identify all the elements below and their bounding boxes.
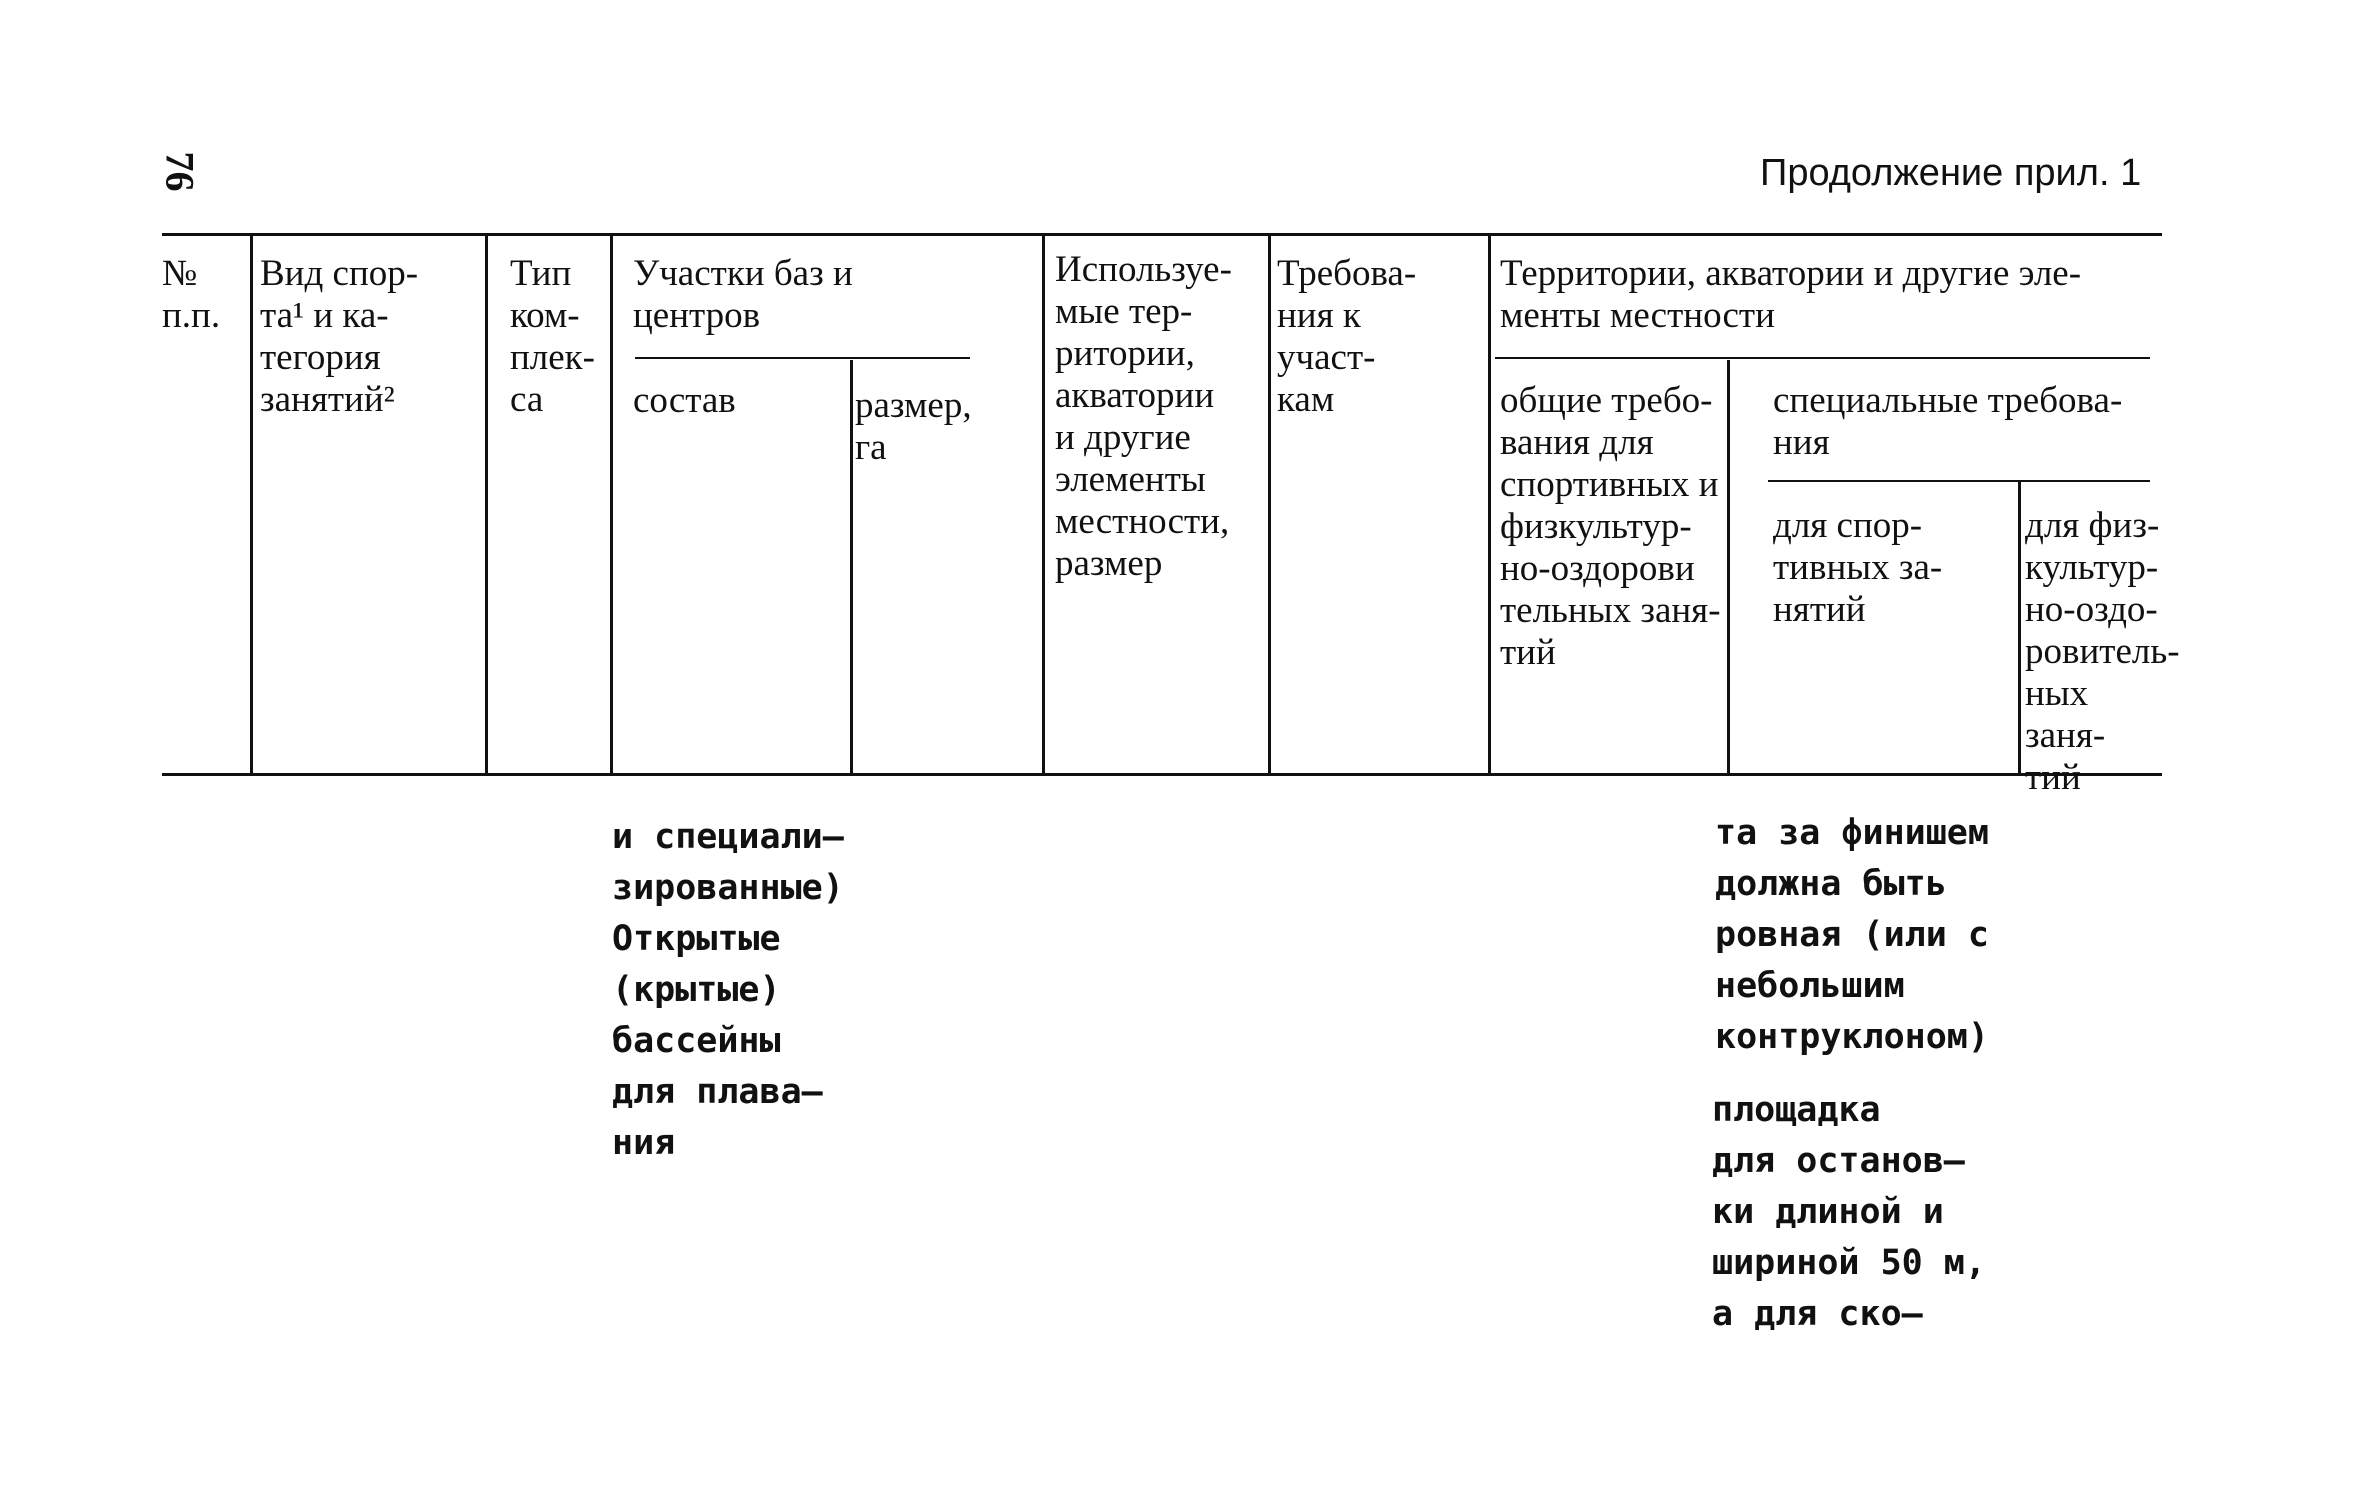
header-general-requirements: общие требо- вания для спортивных и физкультур- но-оздорови тельных заня- тий xyxy=(1500,380,1721,673)
header-complex-type: Тип ком- плек- са xyxy=(510,253,595,420)
header-special-sport: для спор- тивных за- нятий xyxy=(1773,505,1943,630)
header-sites: Участки баз и центров xyxy=(633,253,853,336)
col-divider-4 xyxy=(850,360,853,775)
header-territories: Территории, акватории и другие эле- менты местности xyxy=(1500,253,2082,336)
col-divider-1 xyxy=(250,235,253,775)
col-divider-9 xyxy=(2018,482,2021,775)
header-used-territories: Используе- мые тер- ритории, акватории и другие элементы местности, размер xyxy=(1055,249,1232,584)
header-sport: Вид спор- та¹ и ка- тегория занятий² xyxy=(260,253,419,420)
sites-subrule xyxy=(635,357,970,359)
continuation-label: Продолжение прил. 1 xyxy=(1760,152,2142,194)
special-subrule xyxy=(1768,480,2150,482)
header-special-requirements: специальные требова- ния xyxy=(1773,380,2123,463)
col-divider-8 xyxy=(1727,360,1730,775)
bottom-rule xyxy=(162,773,2162,776)
col-divider-5 xyxy=(1042,235,1045,775)
right-content-block-2: площадка для останов– ки длиной и шириной 50 м, а для ско– xyxy=(1712,1090,1986,1334)
col-divider-2 xyxy=(485,235,488,775)
col-divider-7 xyxy=(1488,235,1491,775)
header-num: № п.п. xyxy=(162,253,221,336)
header-special-health: для физ- культур- но-оздо- ровитель- ных заня- тий xyxy=(2025,505,2180,798)
col-divider-6 xyxy=(1268,235,1271,775)
territories-subrule xyxy=(1495,357,2150,359)
header-requirements: Требова- ния к участ- кам xyxy=(1277,253,1417,420)
header-sites-composition: состав xyxy=(633,380,736,421)
page-number: 76 xyxy=(157,151,203,192)
header-sites-size: размер, га xyxy=(855,385,972,468)
right-content-block-1: та за финишем должна быть ровная (или с небольшим контруклоном) xyxy=(1715,813,1989,1057)
col-divider-3 xyxy=(610,235,613,775)
top-rule xyxy=(162,233,2162,236)
left-content-block: и специали– зированные) Открытые (крытые) бассейны для плава– ния xyxy=(612,817,844,1163)
